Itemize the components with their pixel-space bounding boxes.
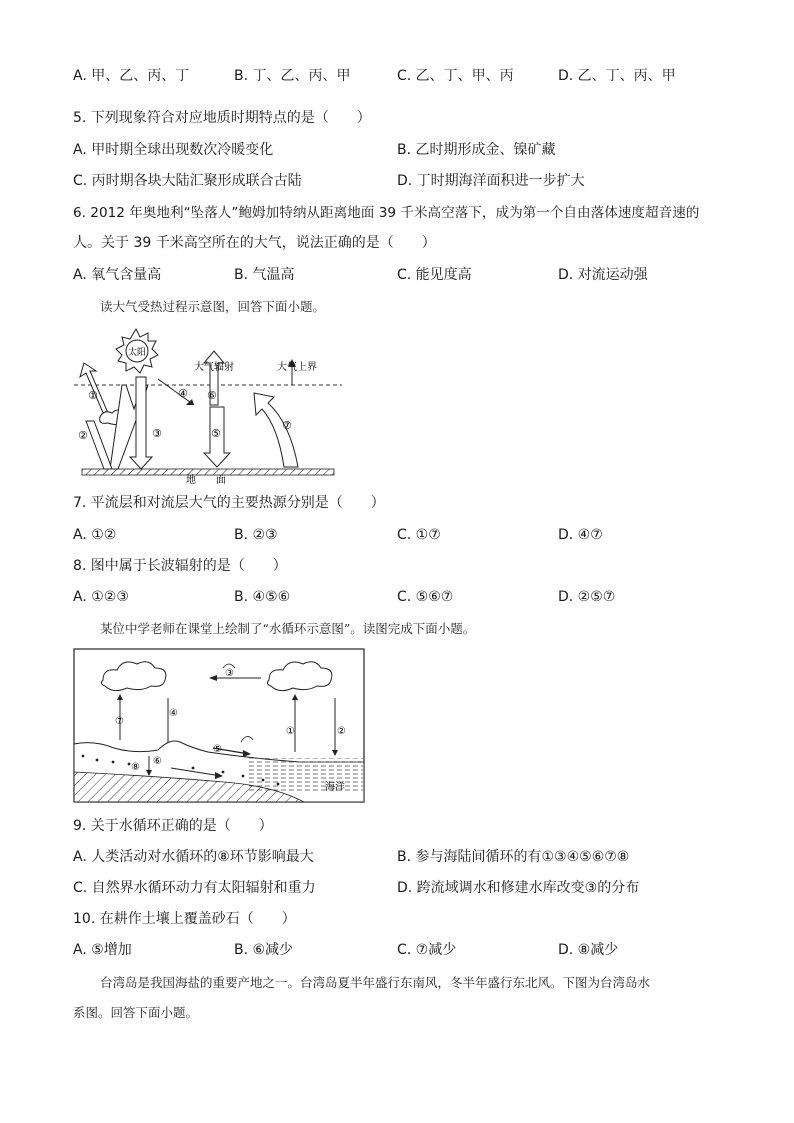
- q10-option-a: A. ⑤增加: [73, 942, 132, 958]
- intro-taiwan-line1: 台湾岛是我国海盐的重要产地之一。台湾岛夏半年盛行东南风，冬半年盛行东北风。下图为台湾岛水: [100, 975, 651, 990]
- mark-3: ③: [152, 427, 162, 440]
- q10-option-d: D. ⑧减少: [558, 942, 619, 958]
- q7-option-b: B. ②③: [234, 527, 278, 543]
- q4-option-a: A. 甲、乙、丙、丁: [73, 68, 190, 84]
- atmosphere-radiation-label: 大气辐射: [194, 362, 234, 373]
- q4-option-b: B. 丁、乙、丙、甲: [234, 68, 351, 84]
- sun-label: 太阳: [127, 348, 147, 358]
- q5-stem: 5. 下列现象符合对应地质时期特点的是（ ）: [73, 110, 371, 126]
- water-cycle-diagram: [73, 648, 365, 803]
- mark-5: ⑤: [211, 427, 221, 440]
- q8-option-d: D. ②⑤⑦: [558, 589, 616, 605]
- q6-stem-line1: 6. 2012 年奥地利“坠落人”鲍姆加特纳从距离地面 39 千米高空落下，成为第一个自由落体速度超音速的: [73, 205, 700, 221]
- q7-stem: 7. 平流层和对流层大气的主要热源分别是（ ）: [73, 495, 385, 511]
- q9-option-c: C. 自然界水循环动力有太阳辐射和重力: [73, 880, 316, 896]
- q6-option-d: D. 对流运动强: [558, 267, 648, 283]
- q9-option-a: A. 人类活动对水循环的⑧环节影响最大: [73, 849, 314, 865]
- q6-option-b: B. 气温高: [234, 267, 295, 283]
- q6-option-a: A. 氧气含量高: [73, 267, 162, 283]
- mark-1: ①: [88, 389, 98, 402]
- wc-mark-3: ③: [225, 668, 234, 679]
- mark-2: ②: [78, 429, 88, 442]
- wc-mark-1: ①: [286, 726, 295, 737]
- q8-option-b: B. ④⑤⑥: [234, 589, 291, 605]
- q7-option-d: D. ④⑦: [558, 527, 603, 543]
- intro-atmosphere-diagram: 读大气受热过程示意图，回答下面小题。: [100, 299, 326, 314]
- q10-option-c: C. ⑦减少: [397, 942, 457, 958]
- q7-option-c: C. ①⑦: [397, 527, 441, 543]
- q6-stem-line2: 人。关于 39 千米高空所在的大气，说法正确的是（ ）: [73, 235, 436, 251]
- ocean-label: 海洋: [325, 782, 345, 793]
- q6-option-c: C. 能见度高: [397, 267, 472, 283]
- wc-mark-7: ⑦: [115, 716, 124, 727]
- intro-taiwan-line2: 系图。回答下面小题。: [73, 1005, 199, 1020]
- q4-option-d: D. 乙、丁、丙、甲: [558, 68, 676, 84]
- wc-mark-6: ⑥: [153, 756, 162, 767]
- intro-water-cycle-diagram: 某位中学老师在课堂上绘制了“水循环示意图”。读图完成下面小题。: [100, 621, 476, 636]
- q9-option-b: B. 参与海陆间循环的有①③④⑤⑥⑦⑧: [397, 849, 630, 865]
- q10-stem: 10. 在耕作土壤上覆盖砂石（ ）: [73, 911, 296, 927]
- q10-option-b: B. ⑥减少: [234, 942, 294, 958]
- q5-option-a: A. 甲时期全球出现数次冷暖变化: [73, 142, 274, 158]
- atmosphere-top-label: 大气上界: [277, 362, 317, 373]
- wc-mark-4: ④: [169, 708, 178, 719]
- wc-mark-8: ⑧: [131, 762, 140, 773]
- q8-option-c: C. ⑤⑥⑦: [397, 589, 454, 605]
- atmosphere-heating-diagram: [74, 325, 346, 485]
- q7-option-a: A. ①②: [73, 527, 117, 543]
- mark-4: ④: [178, 387, 188, 400]
- wc-mark-2: ②: [337, 726, 346, 737]
- q5-option-d: D. 丁时期海洋面积进一步扩大: [397, 173, 585, 189]
- mark-6: ⑥: [207, 389, 217, 402]
- q9-stem: 9. 关于水循环正确的是（ ）: [73, 818, 273, 834]
- wc-mark-5: ⑤: [213, 744, 222, 755]
- q8-stem: 8. 图中属于长波辐射的是（ ）: [73, 558, 287, 574]
- mark-7: ⑦: [282, 419, 292, 432]
- q5-option-b: B. 乙时期形成金、镍矿藏: [397, 142, 556, 158]
- ground-label: 地 面: [186, 475, 226, 485]
- q8-option-a: A. ①②③: [73, 589, 129, 605]
- q5-option-c: C. 丙时期各块大陆汇聚形成联合古陆: [73, 173, 302, 189]
- q9-option-d: D. 跨流域调水和修建水库改变③的分布: [397, 880, 640, 896]
- q4-option-c: C. 乙、丁、甲、丙: [397, 68, 514, 84]
